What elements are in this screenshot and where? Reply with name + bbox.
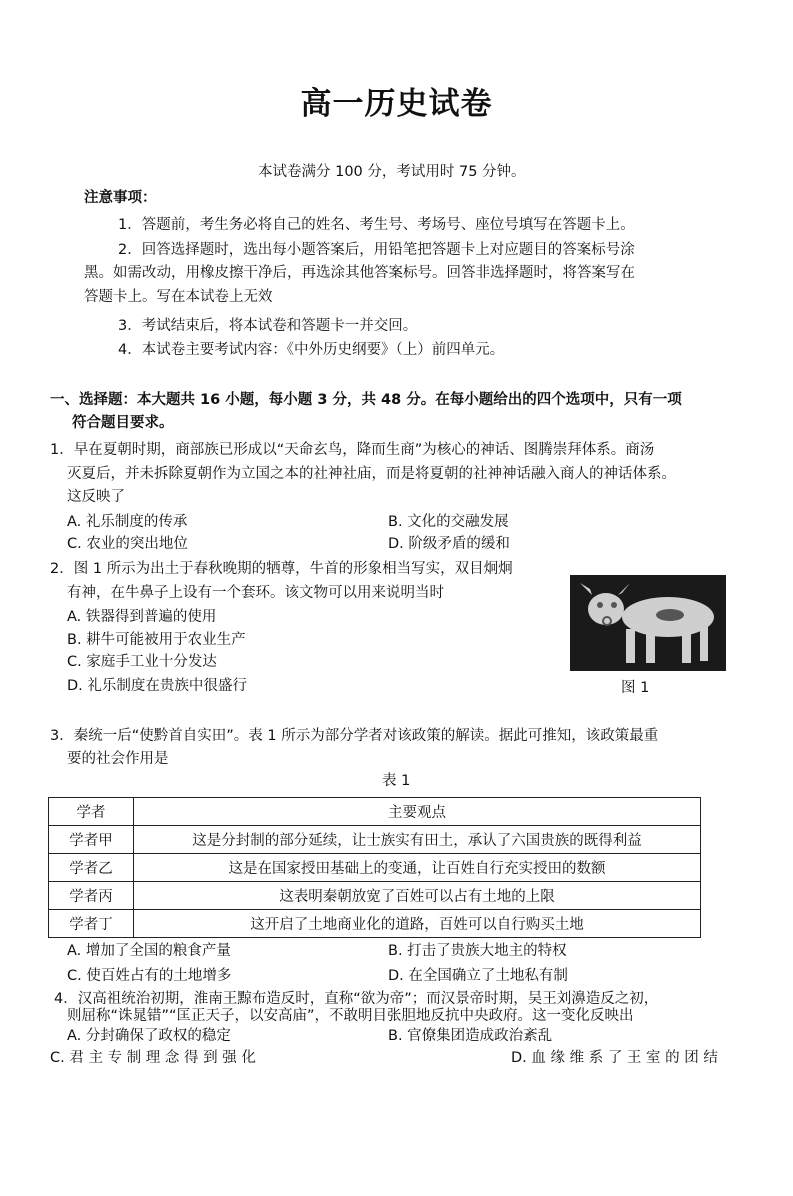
notice-item: 答题卡上。写在本试卷上无效	[84, 289, 273, 305]
table-cell: 学者乙	[49, 854, 134, 882]
table-cell: 这是在国家授田基础上的变通，让百姓自行充实授田的数额	[134, 854, 701, 882]
q1-stem: 1．早在夏朝时期，商部族已形成以“天命玄鸟，降而生商”为核心的神话、图腾崇拜体系。商汤	[50, 442, 655, 458]
q1-stem: 灭夏后，并未拆除夏朝作为立国之本的社神社庙，而是将夏朝的社神神话融入商人的神话体系。	[67, 466, 676, 482]
table-header-row	[49, 798, 701, 826]
q3-option-c[interactable]: C. 使百姓占有的土地增多	[67, 968, 232, 984]
ox-bronze-vessel-photo	[570, 575, 726, 671]
q2-option-d[interactable]: D. 礼乐制度在贵族中很盛行	[67, 678, 247, 694]
section-heading: 一、选择题：本大题共 16 小题，每小题 3 分，共 48 分。在每小题给出的四个选项中，只有一项	[50, 392, 682, 408]
q1-option-d[interactable]: D. 阶级矛盾的缓和	[388, 536, 510, 552]
q4-stem: 4．汉高祖统治初期，淮南王黥布造反时，直称“欲为帝”；而汉景帝时期，吴王刘濞造反之初，	[54, 991, 659, 1007]
table-caption: 表 1	[382, 773, 411, 789]
q4-option-c[interactable]: C. 君 主 专 制 理 念 得 到 强 化	[50, 1050, 256, 1066]
notice-heading: 注意事项：	[84, 190, 157, 206]
table-header: 主要观点	[134, 798, 701, 826]
q4-option-a[interactable]: A. 分封确保了政权的稳定	[67, 1028, 231, 1044]
table-cell: 学者丙	[49, 882, 134, 910]
notice-item: 黑。如需改动，用橡皮擦干净后，再选涂其他答案标号。回答非选择题时，将答案写在	[84, 265, 635, 281]
table-cell: 学者甲	[49, 826, 134, 854]
q1-option-c[interactable]: C. 农业的突出地位	[67, 536, 188, 552]
exam-intro: 本试卷满分 100 分，考试用时 75 分钟。	[258, 164, 526, 180]
table-row	[49, 854, 701, 882]
q2-stem: 2．图 1 所示为出土于春秋晚期的牺尊，牛首的形象相当写实，双目炯炯	[50, 561, 513, 577]
table-cell: 这表明秦朝放宽了百姓可以占有土地的上限	[134, 882, 701, 910]
q1-stem: 这反映了	[67, 489, 125, 505]
table-row	[49, 882, 701, 910]
q2-option-a[interactable]: A. 铁器得到普遍的使用	[67, 609, 217, 625]
q1-option-b[interactable]: B. 文化的交融发展	[388, 514, 509, 530]
q3-option-a[interactable]: A. 增加了全国的粮食产量	[67, 943, 231, 959]
table-row	[49, 826, 701, 854]
q4-option-b[interactable]: B. 官僚集团造成政治紊乱	[388, 1028, 553, 1044]
q2-option-c[interactable]: C. 家庭手工业十分发达	[67, 654, 217, 670]
table-cell: 学者丁	[49, 910, 134, 938]
notice-item: 1．答题前，考生务必将自己的姓名、考生号、考场号、座位号填写在答题卡上。	[118, 217, 635, 233]
table-header: 学者	[49, 798, 134, 826]
q4-stem: 则屈称“诛晁错”“匡正天子，以安高庙”，不敢明目张胆地反抗中央政府。这一变化反映出	[67, 1008, 634, 1024]
page-title: 高一历史试卷	[300, 86, 493, 122]
figure-1-caption: 图 1	[621, 680, 650, 696]
q2-stem: 有神，在牛鼻子上设有一个套环。该文物可以用来说明当时	[67, 585, 444, 601]
table-cell: 这是分封制的部分延续，让士族实有田土，承认了六国贵族的既得利益	[134, 826, 701, 854]
q2-option-b[interactable]: B. 耕牛可能被用于农业生产	[67, 632, 246, 648]
q3-option-d[interactable]: D. 在全国确立了土地私有制	[388, 968, 568, 984]
table-row	[49, 910, 701, 938]
notice-item: 3．考试结束后，将本试卷和答题卡一并交回。	[118, 318, 418, 334]
q4-option-d[interactable]: D. 血 缘 维 系 了 王 室 的 团 结	[511, 1050, 718, 1066]
table-cell: 这开启了土地商业化的道路，百姓可以自行购买土地	[134, 910, 701, 938]
q3-option-b[interactable]: B. 打击了贵族大地主的特权	[388, 943, 567, 959]
q3-stem: 要的社会作用是	[67, 751, 169, 767]
section-heading-cont: 符合题目要求。	[72, 415, 174, 431]
q1-option-a[interactable]: A. 礼乐制度的传承	[67, 514, 188, 530]
notice-item: 2．回答选择题时，选出每小题答案后，用铅笔把答题卡上对应题目的答案标号涂	[118, 242, 635, 258]
q3-stem: 3．秦统一后“使黔首自实田”。表 1 所示为部分学者对该政策的解读。据此可推知，该政策最重	[50, 728, 659, 744]
notice-item: 4．本试卷主要考试内容：《中外历史纲要》（上）前四单元。	[118, 342, 505, 358]
viewpoints-table	[48, 797, 701, 938]
